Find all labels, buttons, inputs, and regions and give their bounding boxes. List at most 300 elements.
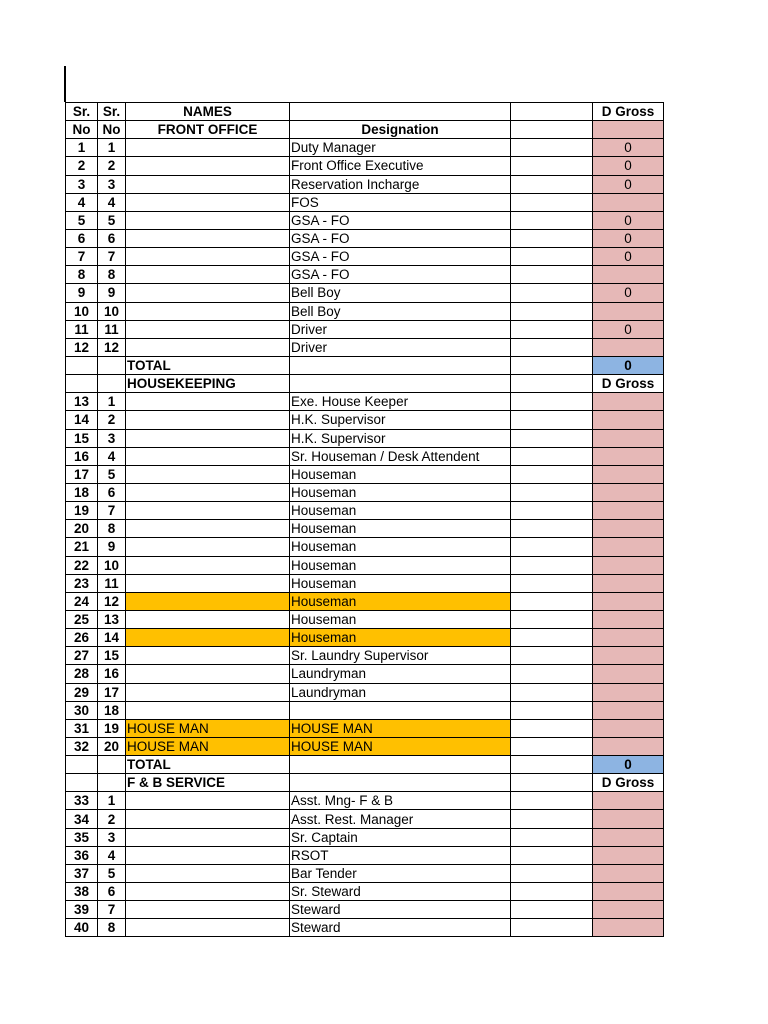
table-row [66, 248, 664, 266]
table-row [66, 139, 664, 157]
blank-cell[interactable] [511, 302, 593, 320]
sub-sr-cell[interactable] [98, 756, 126, 774]
sr-number-cell[interactable]: 33 [66, 792, 98, 810]
designation-cell[interactable]: Duty Manager [290, 139, 511, 157]
designation-cell[interactable]: HOUSE MAN [290, 719, 511, 737]
sr-number-cell[interactable]: 10 [66, 302, 98, 320]
table-row [66, 846, 664, 864]
blank-cell[interactable] [511, 393, 593, 411]
name-cell[interactable] [126, 211, 290, 229]
sub-number-cell[interactable]: 16 [98, 665, 126, 683]
blank-cell[interactable] [511, 647, 593, 665]
name-cell[interactable] [126, 864, 290, 882]
sub-sr-header-bottom[interactable]: No [98, 121, 126, 139]
name-cell[interactable] [126, 483, 290, 501]
table-row [66, 719, 664, 737]
designation-cell[interactable]: HOUSE MAN [290, 737, 511, 755]
sub-number-cell[interactable]: 2 [98, 810, 126, 828]
header-row-1 [66, 103, 664, 121]
blank-cell[interactable] [511, 919, 593, 937]
sr-number-cell[interactable]: 22 [66, 556, 98, 574]
total-label[interactable]: TOTAL [126, 756, 290, 774]
sub-number-cell[interactable]: 3 [98, 828, 126, 846]
name-cell[interactable] [126, 883, 290, 901]
blank-cell[interactable] [511, 828, 593, 846]
sr-number-cell[interactable]: 25 [66, 610, 98, 628]
gross-cell[interactable] [593, 393, 664, 411]
designation-cell[interactable]: Houseman [290, 574, 511, 592]
table-row [66, 211, 664, 229]
designation-cell[interactable]: Laundryman [290, 683, 511, 701]
designation-cell[interactable]: GSA - FO [290, 211, 511, 229]
sr-header-bottom[interactable]: No [66, 121, 98, 139]
sub-number-cell[interactable]: 7 [98, 502, 126, 520]
name-cell[interactable]: HOUSE MAN [126, 719, 290, 737]
gross-cell[interactable] [593, 574, 664, 592]
designation-cell[interactable]: RSOT [290, 846, 511, 864]
name-cell[interactable] [126, 574, 290, 592]
sr-number-cell[interactable]: 8 [66, 266, 98, 284]
name-cell[interactable] [126, 393, 290, 411]
blank-cell[interactable] [511, 157, 593, 175]
gross-cell[interactable] [593, 792, 664, 810]
blank-cell[interactable] [511, 864, 593, 882]
table-row [66, 629, 664, 647]
blank-cell[interactable] [511, 556, 593, 574]
sub-sr-cell[interactable] [98, 356, 126, 374]
designation-cell[interactable]: Laundryman [290, 665, 511, 683]
designation-cell[interactable]: GSA - FO [290, 266, 511, 284]
gross-cell[interactable] [593, 919, 664, 937]
sub-number-cell[interactable]: 2 [98, 157, 126, 175]
name-cell[interactable] [126, 701, 290, 719]
name-cell[interactable] [126, 647, 290, 665]
gross-cell[interactable]: 0 [593, 175, 664, 193]
designation-cell[interactable] [290, 774, 511, 792]
blank-cell[interactable] [511, 193, 593, 211]
sub-sr-header-top[interactable]: Sr. [98, 103, 126, 121]
designation-cell[interactable]: Steward [290, 901, 511, 919]
gross-cell[interactable]: 0 [593, 139, 664, 157]
designation-cell[interactable]: Sr. Captain [290, 828, 511, 846]
gross-cell[interactable] [593, 719, 664, 737]
sub-number-cell[interactable]: 17 [98, 683, 126, 701]
sub-number-cell[interactable]: 10 [98, 556, 126, 574]
name-cell[interactable] [126, 229, 290, 247]
table-row [66, 864, 664, 882]
blank-cell[interactable] [511, 901, 593, 919]
table-row [66, 737, 664, 755]
name-cell[interactable] [126, 665, 290, 683]
sub-number-cell[interactable]: 5 [98, 864, 126, 882]
blank-cell[interactable] [511, 248, 593, 266]
sr-cell[interactable] [66, 774, 98, 792]
sr-number-cell[interactable]: 28 [66, 665, 98, 683]
sub-sr-cell[interactable] [98, 774, 126, 792]
gross-cell[interactable] [593, 629, 664, 647]
sr-header-top[interactable]: Sr. [66, 103, 98, 121]
sub-sr-cell[interactable] [98, 375, 126, 393]
table-row [66, 447, 664, 465]
name-cell[interactable] [126, 610, 290, 628]
blank-cell[interactable] [511, 610, 593, 628]
blank-cell[interactable] [511, 284, 593, 302]
designation-cell[interactable]: Front Office Executive [290, 157, 511, 175]
gross-cell[interactable] [593, 846, 664, 864]
gross-cell[interactable] [593, 592, 664, 610]
designation-cell[interactable]: Asst. Mng- F & B [290, 792, 511, 810]
gross-cell[interactable] [593, 520, 664, 538]
sr-number-cell[interactable]: 16 [66, 447, 98, 465]
sr-number-cell[interactable]: 7 [66, 248, 98, 266]
designation-cell[interactable]: Houseman [290, 520, 511, 538]
sub-number-cell[interactable]: 6 [98, 483, 126, 501]
name-cell[interactable] [126, 629, 290, 647]
sub-number-cell[interactable]: 3 [98, 429, 126, 447]
header-row-2 [66, 121, 664, 139]
sub-number-cell[interactable]: 18 [98, 701, 126, 719]
designation-cell[interactable]: Steward [290, 919, 511, 937]
name-cell[interactable] [126, 266, 290, 284]
sr-number-cell[interactable]: 40 [66, 919, 98, 937]
name-cell[interactable] [126, 248, 290, 266]
blank-cell[interactable] [511, 447, 593, 465]
sub-number-cell[interactable]: 1 [98, 139, 126, 157]
sr-number-cell[interactable]: 36 [66, 846, 98, 864]
sub-number-cell[interactable]: 9 [98, 538, 126, 556]
total-label[interactable]: TOTAL [126, 356, 290, 374]
sr-number-cell[interactable]: 19 [66, 502, 98, 520]
sub-number-cell[interactable]: 9 [98, 284, 126, 302]
blank-cell[interactable] [511, 538, 593, 556]
sub-number-cell[interactable]: 6 [98, 229, 126, 247]
gross-cell[interactable]: 0 [593, 284, 664, 302]
sr-number-cell[interactable]: 13 [66, 393, 98, 411]
name-cell[interactable] [126, 157, 290, 175]
gross-cell[interactable]: 0 [593, 320, 664, 338]
sub-number-cell[interactable]: 11 [98, 320, 126, 338]
blank-cell[interactable] [511, 211, 593, 229]
sub-number-cell[interactable]: 2 [98, 411, 126, 429]
blank-cell[interactable] [511, 320, 593, 338]
gross-cell[interactable] [593, 502, 664, 520]
sr-cell[interactable] [66, 375, 98, 393]
gross-cell[interactable] [593, 828, 664, 846]
sr-number-cell[interactable]: 32 [66, 737, 98, 755]
blank-cell[interactable] [511, 356, 593, 374]
gross-cell[interactable] [593, 556, 664, 574]
blank-header-cell[interactable] [511, 121, 593, 139]
blank-cell[interactable] [511, 883, 593, 901]
sr-cell[interactable] [66, 756, 98, 774]
sub-number-cell[interactable]: 12 [98, 338, 126, 356]
sub-number-cell[interactable]: 4 [98, 846, 126, 864]
gross-cell[interactable]: 0 [593, 211, 664, 229]
gross-cell[interactable] [593, 193, 664, 211]
designation-cell[interactable]: Bar Tender [290, 864, 511, 882]
designation-header[interactable]: Designation [290, 121, 511, 139]
name-cell[interactable] [126, 520, 290, 538]
name-cell[interactable] [126, 175, 290, 193]
blank-cell[interactable] [511, 683, 593, 701]
gross-header[interactable]: D Gross [593, 774, 664, 792]
sr-number-cell[interactable]: 1 [66, 139, 98, 157]
blank-cell[interactable] [511, 665, 593, 683]
designation-header-top[interactable] [290, 103, 511, 121]
designation-cell[interactable]: Houseman [290, 502, 511, 520]
designation-cell[interactable]: Bell Boy [290, 284, 511, 302]
sub-number-cell[interactable]: 1 [98, 393, 126, 411]
table-row [66, 338, 664, 356]
sub-number-cell[interactable]: 6 [98, 883, 126, 901]
sr-number-cell[interactable]: 4 [66, 193, 98, 211]
sr-number-cell[interactable]: 23 [66, 574, 98, 592]
sub-number-cell[interactable]: 13 [98, 610, 126, 628]
designation-cell[interactable]: Reservation Incharge [290, 175, 511, 193]
sub-number-cell[interactable]: 11 [98, 574, 126, 592]
sub-number-cell[interactable]: 7 [98, 248, 126, 266]
designation-cell[interactable]: FOS [290, 193, 511, 211]
section-header-row [66, 774, 664, 792]
designation-cell[interactable]: Houseman [290, 556, 511, 574]
gross-cell[interactable] [593, 338, 664, 356]
sr-number-cell[interactable]: 6 [66, 229, 98, 247]
sr-number-cell[interactable]: 5 [66, 211, 98, 229]
sr-number-cell[interactable]: 2 [66, 157, 98, 175]
sub-number-cell[interactable]: 10 [98, 302, 126, 320]
name-cell[interactable] [126, 592, 290, 610]
sr-number-cell[interactable]: 39 [66, 901, 98, 919]
sr-number-cell[interactable]: 37 [66, 864, 98, 882]
name-cell[interactable] [126, 919, 290, 937]
blank-cell[interactable] [511, 810, 593, 828]
sr-number-cell[interactable]: 12 [66, 338, 98, 356]
blank-cell[interactable] [511, 592, 593, 610]
sub-number-cell[interactable]: 12 [98, 592, 126, 610]
gross-cell[interactable]: 0 [593, 157, 664, 175]
blank-cell[interactable] [511, 266, 593, 284]
table-row [66, 901, 664, 919]
table-row [66, 828, 664, 846]
designation-cell[interactable]: GSA - FO [290, 248, 511, 266]
name-cell[interactable] [126, 429, 290, 447]
gross-cell[interactable]: 0 [593, 248, 664, 266]
sub-number-cell[interactable]: 14 [98, 629, 126, 647]
gross-cell[interactable] [593, 810, 664, 828]
name-cell[interactable] [126, 411, 290, 429]
gross-header-blank[interactable] [593, 121, 664, 139]
blank-cell[interactable] [511, 520, 593, 538]
name-cell[interactable] [126, 139, 290, 157]
blank-cell[interactable] [511, 737, 593, 755]
table-row [66, 393, 664, 411]
blank-cell[interactable] [511, 375, 593, 393]
name-cell[interactable] [126, 810, 290, 828]
sub-number-cell[interactable]: 7 [98, 901, 126, 919]
sub-number-cell[interactable]: 8 [98, 266, 126, 284]
gross-cell[interactable] [593, 864, 664, 882]
blank-cell[interactable] [511, 792, 593, 810]
sub-number-cell[interactable]: 20 [98, 737, 126, 755]
gross-cell[interactable] [593, 538, 664, 556]
sub-number-cell[interactable]: 4 [98, 193, 126, 211]
sr-number-cell[interactable]: 20 [66, 520, 98, 538]
sr-number-cell[interactable]: 35 [66, 828, 98, 846]
sub-number-cell[interactable]: 5 [98, 211, 126, 229]
designation-cell[interactable] [290, 375, 511, 393]
sub-number-cell[interactable]: 5 [98, 465, 126, 483]
name-cell[interactable] [126, 828, 290, 846]
blank-header-cell[interactable] [511, 103, 593, 121]
table-row [66, 411, 664, 429]
name-cell[interactable] [126, 556, 290, 574]
blank-cell[interactable] [511, 719, 593, 737]
total-gross-cell[interactable]: 0 [593, 756, 664, 774]
sub-number-cell[interactable]: 15 [98, 647, 126, 665]
name-cell[interactable] [126, 284, 290, 302]
designation-cell[interactable]: Houseman [290, 592, 511, 610]
designation-cell[interactable]: Houseman [290, 465, 511, 483]
sr-number-cell[interactable]: 18 [66, 483, 98, 501]
designation-cell[interactable] [290, 701, 511, 719]
gross-cell[interactable] [593, 483, 664, 501]
blank-cell[interactable] [511, 774, 593, 792]
sr-number-cell[interactable]: 30 [66, 701, 98, 719]
name-cell[interactable] [126, 846, 290, 864]
blank-cell[interactable] [511, 139, 593, 157]
sr-number-cell[interactable]: 17 [66, 465, 98, 483]
gross-cell[interactable] [593, 266, 664, 284]
gross-cell[interactable] [593, 610, 664, 628]
sub-number-cell[interactable]: 8 [98, 919, 126, 937]
sr-cell[interactable] [66, 356, 98, 374]
sub-number-cell[interactable]: 19 [98, 719, 126, 737]
sub-number-cell[interactable]: 3 [98, 175, 126, 193]
designation-cell[interactable]: Houseman [290, 538, 511, 556]
gross-cell[interactable] [593, 901, 664, 919]
designation-cell[interactable]: Houseman [290, 629, 511, 647]
gross-cell[interactable] [593, 647, 664, 665]
sr-number-cell[interactable]: 27 [66, 647, 98, 665]
designation-cell[interactable]: H.K. Supervisor [290, 411, 511, 429]
gross-cell[interactable]: 0 [593, 229, 664, 247]
gross-cell[interactable] [593, 683, 664, 701]
sr-number-cell[interactable]: 31 [66, 719, 98, 737]
table-row [66, 465, 664, 483]
designation-cell[interactable]: GSA - FO [290, 229, 511, 247]
name-cell[interactable] [126, 901, 290, 919]
sr-number-cell[interactable]: 11 [66, 320, 98, 338]
blank-cell[interactable] [511, 629, 593, 647]
name-cell[interactable] [126, 302, 290, 320]
total-gross-cell[interactable]: 0 [593, 356, 664, 374]
text-cursor [64, 66, 66, 102]
table-row [66, 302, 664, 320]
designation-cell[interactable]: Bell Boy [290, 302, 511, 320]
blank-cell[interactable] [511, 846, 593, 864]
designation-cell[interactable]: Sr. Steward [290, 883, 511, 901]
sr-number-cell[interactable]: 9 [66, 284, 98, 302]
name-cell[interactable] [126, 447, 290, 465]
designation-cell[interactable]: Driver [290, 338, 511, 356]
front-office-header[interactable]: FRONT OFFICE [126, 121, 290, 139]
gross-header[interactable]: D Gross [593, 103, 664, 121]
sr-number-cell[interactable]: 21 [66, 538, 98, 556]
blank-cell[interactable] [511, 465, 593, 483]
designation-cell[interactable] [290, 356, 511, 374]
designation-cell[interactable]: Exe. House Keeper [290, 393, 511, 411]
table-row [66, 683, 664, 701]
sr-number-cell[interactable]: 3 [66, 175, 98, 193]
designation-cell[interactable]: Driver [290, 320, 511, 338]
blank-cell[interactable] [511, 411, 593, 429]
name-cell[interactable] [126, 338, 290, 356]
designation-cell[interactable]: Sr. Laundry Supervisor [290, 647, 511, 665]
gross-cell[interactable] [593, 737, 664, 755]
name-cell[interactable]: HOUSE MAN [126, 737, 290, 755]
blank-cell[interactable] [511, 701, 593, 719]
gross-cell[interactable] [593, 302, 664, 320]
designation-cell[interactable]: H.K. Supervisor [290, 429, 511, 447]
sr-number-cell[interactable]: 29 [66, 683, 98, 701]
sub-number-cell[interactable]: 8 [98, 520, 126, 538]
name-cell[interactable] [126, 193, 290, 211]
table-row [66, 919, 664, 937]
sub-number-cell[interactable]: 1 [98, 792, 126, 810]
designation-cell[interactable]: Houseman [290, 483, 511, 501]
blank-cell[interactable] [511, 338, 593, 356]
blank-cell[interactable] [511, 175, 593, 193]
name-cell[interactable] [126, 683, 290, 701]
blank-cell[interactable] [511, 429, 593, 447]
sr-number-cell[interactable]: 38 [66, 883, 98, 901]
name-cell[interactable] [126, 538, 290, 556]
designation-cell[interactable] [290, 756, 511, 774]
sr-number-cell[interactable]: 34 [66, 810, 98, 828]
name-cell[interactable] [126, 792, 290, 810]
designation-cell[interactable]: Houseman [290, 610, 511, 628]
name-cell[interactable] [126, 502, 290, 520]
sr-number-cell[interactable]: 15 [66, 429, 98, 447]
sr-number-cell[interactable]: 24 [66, 592, 98, 610]
blank-cell[interactable] [511, 483, 593, 501]
gross-cell[interactable] [593, 465, 664, 483]
gross-cell[interactable] [593, 665, 664, 683]
blank-cell[interactable] [511, 502, 593, 520]
names-header[interactable]: NAMES [126, 103, 290, 121]
blank-cell[interactable] [511, 229, 593, 247]
name-cell[interactable] [126, 465, 290, 483]
gross-cell[interactable] [593, 701, 664, 719]
gross-cell[interactable] [593, 447, 664, 465]
section-title[interactable]: HOUSEKEEPING [126, 375, 290, 393]
designation-cell[interactable]: Sr. Houseman / Desk Attendent [290, 447, 511, 465]
table-row [66, 592, 664, 610]
gross-cell[interactable] [593, 411, 664, 429]
table-row [66, 175, 664, 193]
blank-cell[interactable] [511, 574, 593, 592]
section-title[interactable]: F & B SERVICE [126, 774, 290, 792]
sub-number-cell[interactable]: 4 [98, 447, 126, 465]
designation-cell[interactable]: Asst. Rest. Manager [290, 810, 511, 828]
sr-number-cell[interactable]: 26 [66, 629, 98, 647]
blank-cell[interactable] [511, 756, 593, 774]
name-cell[interactable] [126, 320, 290, 338]
gross-header[interactable]: D Gross [593, 375, 664, 393]
sr-number-cell[interactable]: 14 [66, 411, 98, 429]
gross-cell[interactable] [593, 429, 664, 447]
gross-cell[interactable] [593, 883, 664, 901]
